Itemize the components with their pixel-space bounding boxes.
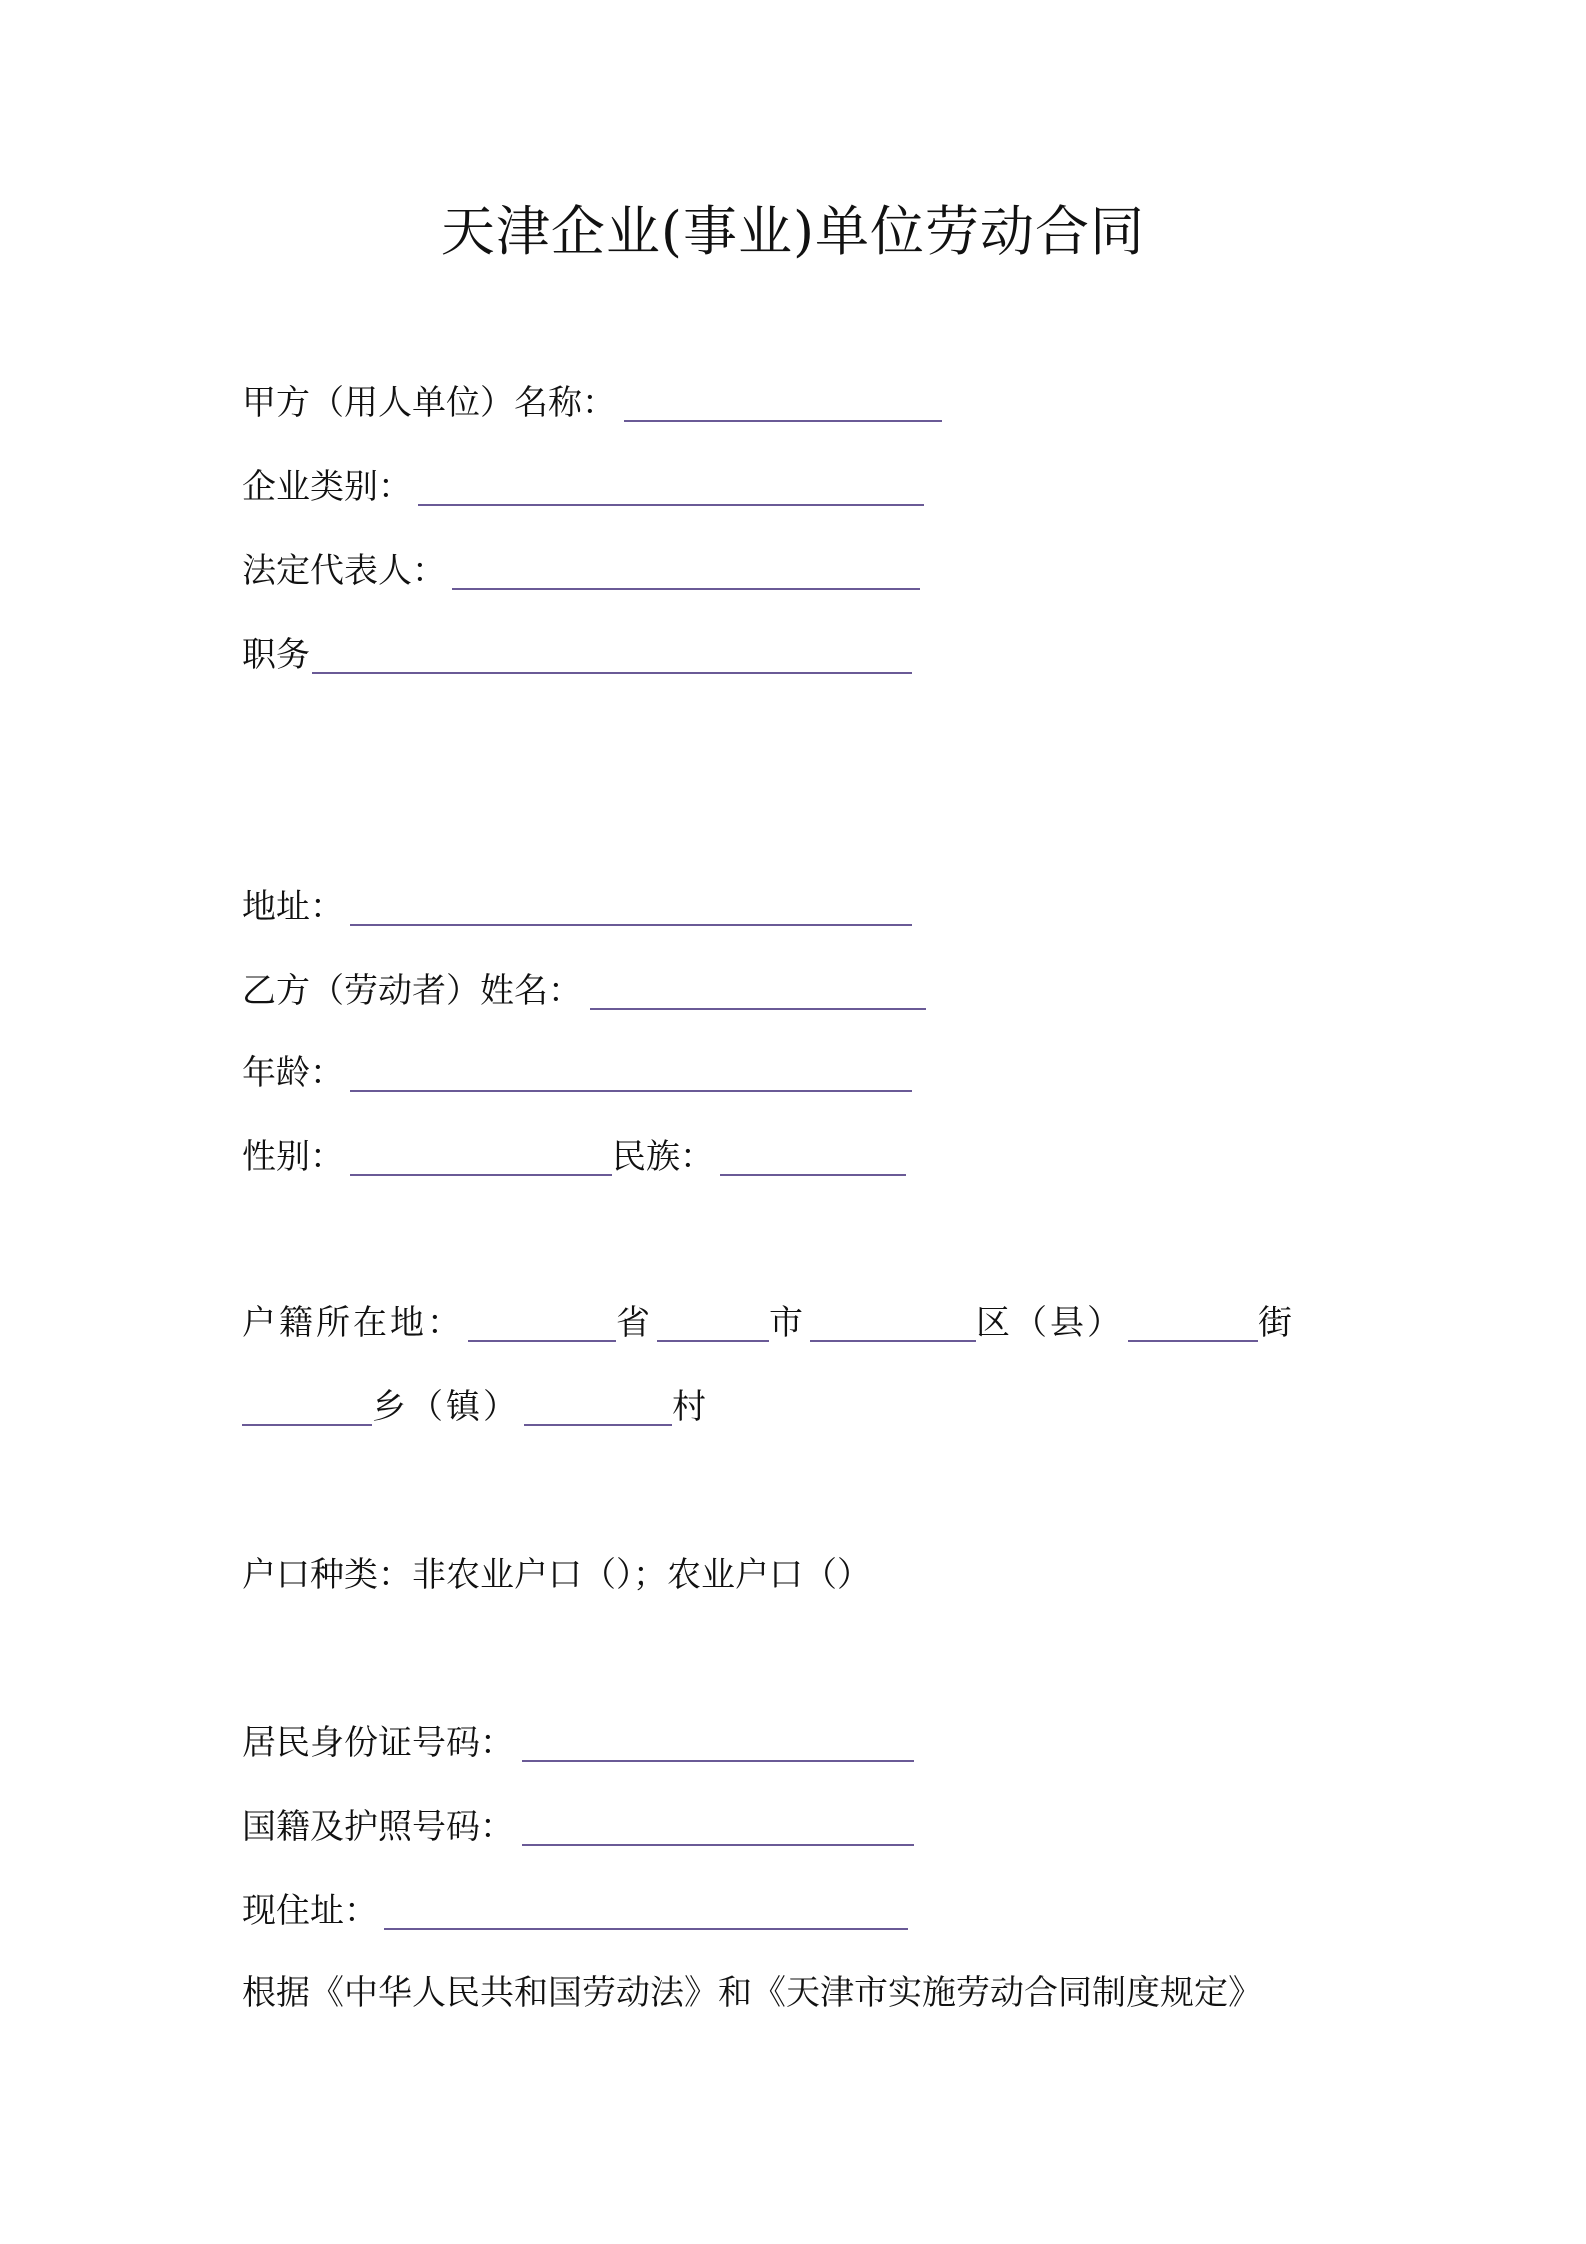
basis-text: 根据《中华人民共和国劳动法》和《天津市实施劳动合同制度规定》 [242,1973,1262,2013]
id-number-field[interactable] [522,1720,914,1762]
ethnicity-field[interactable] [720,1134,906,1176]
document-title: 天津企业(事业)单位劳动合同 [440,200,1146,263]
position-row [242,628,912,680]
current-address-row [242,1884,908,1936]
category-row [242,460,924,512]
legal-rep-field[interactable] [452,548,920,590]
current-address-field[interactable] [384,1888,908,1930]
street-field[interactable] [1128,1300,1258,1342]
address-field[interactable] [350,884,912,926]
village-label: 村 [672,1387,709,1427]
gender-label: 性别： [242,1137,344,1177]
street-label: 街 [1258,1303,1295,1343]
household-type-row [242,1548,871,1600]
legal-rep-label: 法定代表人： [242,551,446,591]
party-a-name-row [242,376,942,428]
city-field[interactable] [657,1300,769,1342]
current-address-label: 现住址： [242,1891,378,1931]
township-field[interactable] [242,1384,372,1426]
city-label: 市 [769,1303,806,1343]
legal-rep-row [242,544,920,596]
passport-label: 国籍及护照号码： [242,1807,514,1847]
position-field[interactable] [312,632,912,674]
party-b-name-label: 乙方（劳动者）姓名： [242,971,582,1011]
age-field[interactable] [350,1050,912,1092]
party-a-name-label: 甲方（用人单位）名称： [242,383,616,423]
province-label: 省 [616,1303,653,1343]
basis-row [242,1966,1262,2018]
district-label: 区（县） [976,1303,1124,1343]
id-number-label: 居民身份证号码： [242,1723,514,1763]
gender-field[interactable] [350,1134,612,1176]
party-b-name-row [242,964,926,1016]
ethnicity-label: 民族： [612,1137,714,1177]
party-b-name-field[interactable] [590,968,926,1010]
province-field[interactable] [468,1300,616,1342]
household-label: 户籍所在地： [242,1303,464,1343]
party-a-name-field[interactable] [624,380,942,422]
category-field[interactable] [418,464,924,506]
township-row [242,1380,709,1432]
passport-field[interactable] [522,1804,914,1846]
district-field[interactable] [810,1300,976,1342]
position-label: 职务 [242,635,310,675]
category-label: 企业类别： [242,467,412,507]
address-row [242,880,912,932]
household-type-text: 户口种类：非农业户口（）；农业户口（） [242,1555,871,1595]
village-field[interactable] [524,1384,672,1426]
township-label: 乡（镇） [372,1387,520,1427]
passport-row [242,1800,914,1852]
age-row [242,1046,912,1098]
age-label: 年龄： [242,1053,344,1093]
address-label: 地址： [242,887,344,927]
household-row [242,1296,1295,1348]
gender-ethnicity-row [242,1130,906,1182]
id-number-row [242,1716,914,1768]
